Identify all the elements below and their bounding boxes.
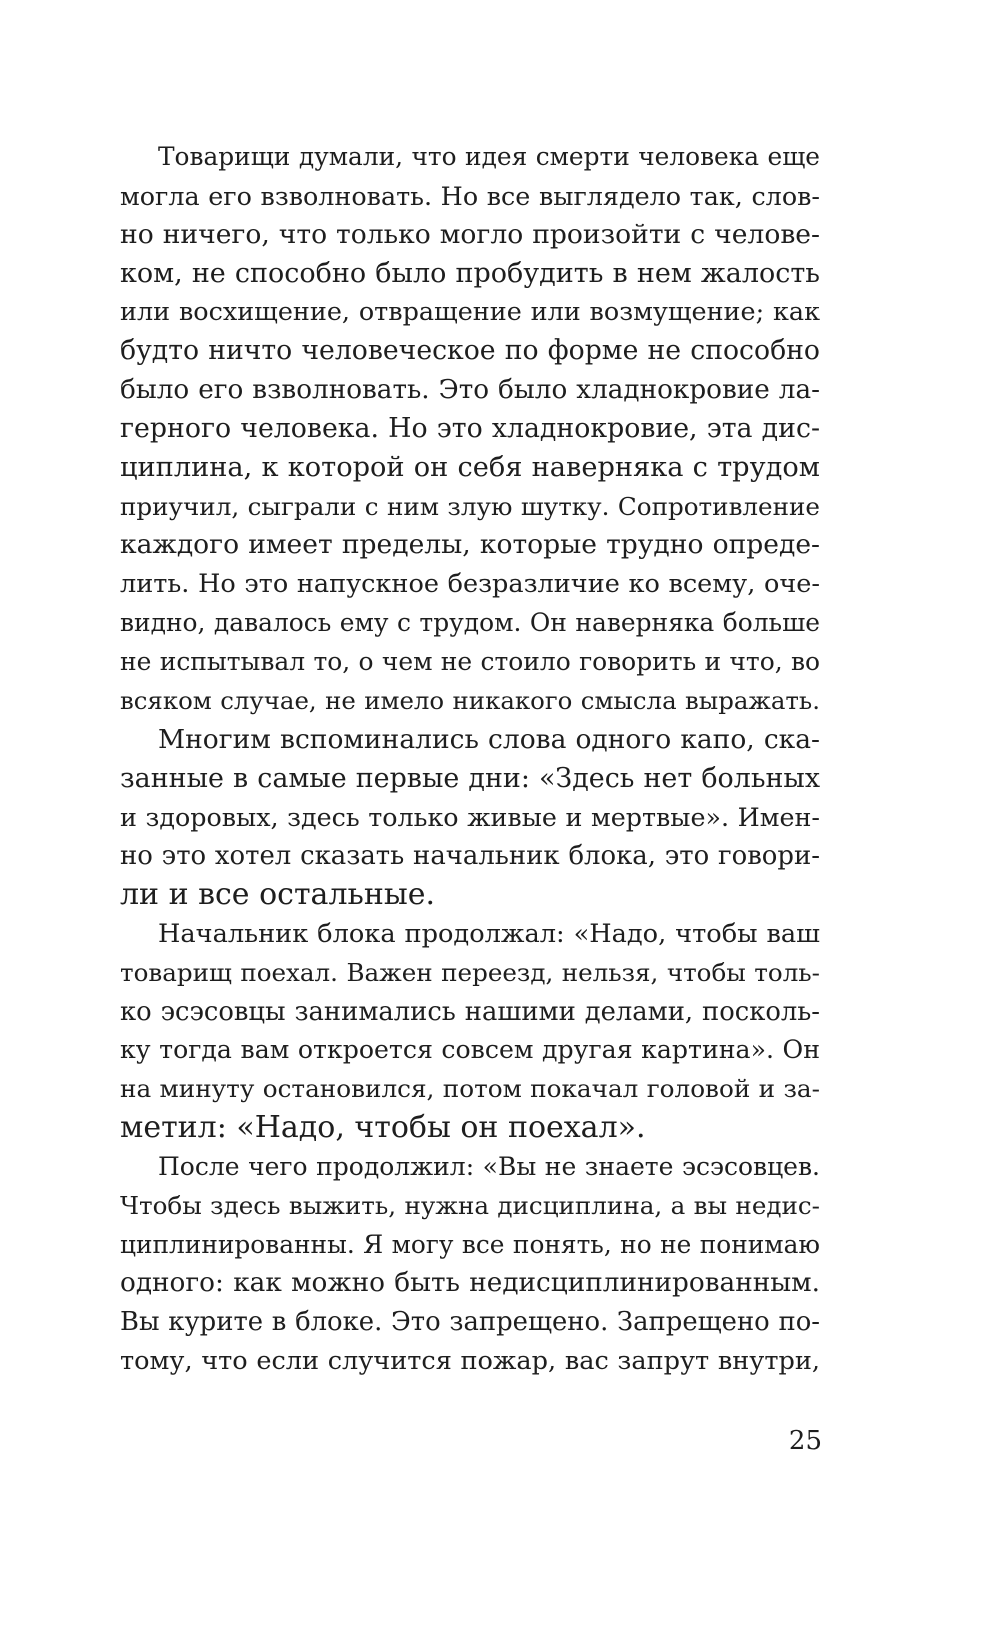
text-line: всяком случае, не имело никакого смысла выражать. (120, 685, 820, 715)
text-line: Многим вспоминались слова одного капо, ска- (158, 723, 820, 755)
text-line: После чего продолжил: «Вы не знаете эсэсовцев. (158, 1151, 820, 1181)
text-line: циплинированны. Я могу все понять, но не понимаю (120, 1229, 820, 1259)
text-line: ко эсэсовцы занимались нашими делами, посколь- (120, 996, 820, 1027)
text-line: или восхищение, отвращение или возмущение; как (120, 297, 820, 328)
text-line: Вы курите в блоке. Это запрещено. Запрещено по- (120, 1307, 820, 1338)
text-line: тому, что если случится пожар, вас запрут внутри, (120, 1346, 820, 1377)
text-line: товарищ поехал. Важен переезд, нельзя, чтобы толь- (120, 957, 820, 987)
text-line: на минуту остановился, потом покачал головой и за- (120, 1074, 820, 1104)
text-line: каждого имеет пределы, которые трудно опреде- (120, 529, 820, 561)
text-line: Начальник блока продолжал: «Надо, чтобы ваш (158, 918, 820, 949)
page-number: 25 (788, 1426, 822, 1456)
text-line: Чтобы здесь выжить, нужна дисциплина, а вы недис- (120, 1190, 820, 1220)
text-line: лить. Но это напускное безразличие ко всему, оче- (120, 569, 820, 600)
text-line: ком, не способно было пробудить в нем жалость (120, 257, 820, 289)
text-line: одного: как можно быть недисциплинированным. (120, 1268, 820, 1299)
text-line: метил: «Надо, чтобы он поехал». (120, 1110, 646, 1146)
text-line: ли и все остальные. (120, 877, 435, 913)
text-line: циплина, к которой он себя наверняка с трудом (120, 451, 820, 483)
text-line: приучил, сыграли с ним злую шутку. Сопротивление (120, 491, 820, 521)
text-line: было его взволновать. Это было хладнокровие ла- (120, 375, 820, 406)
text-line: будто ничто человеческое по форме не способно (120, 335, 820, 367)
text-line: ку тогда вам откроется совсем другая картина». Он (120, 1035, 820, 1065)
text-line: но это хотел сказать начальник блока, это говори- (120, 841, 820, 872)
text-line: герного человека. Но это хладнокровие, эта дис- (120, 412, 820, 444)
body-text (120, 138, 820, 1381)
text-line: не испытывал то, о чем не стоило говорить и что, во (120, 646, 820, 676)
text-line: могла его взволновать. Но все выглядело так, слов- (120, 180, 820, 211)
text-line: но ничего, что только могло произойти с челове- (120, 218, 820, 250)
text-line: видно, давалось ему с трудом. Он наверняка больше (120, 608, 820, 638)
text-line: и здоровых, здесь только живые и мертвые». Имен- (120, 802, 820, 833)
text-line: Товарищи думали, что идея смерти человека еще (158, 142, 820, 171)
text-line: занные в самые первые дни: «Здесь нет больных (120, 762, 820, 794)
